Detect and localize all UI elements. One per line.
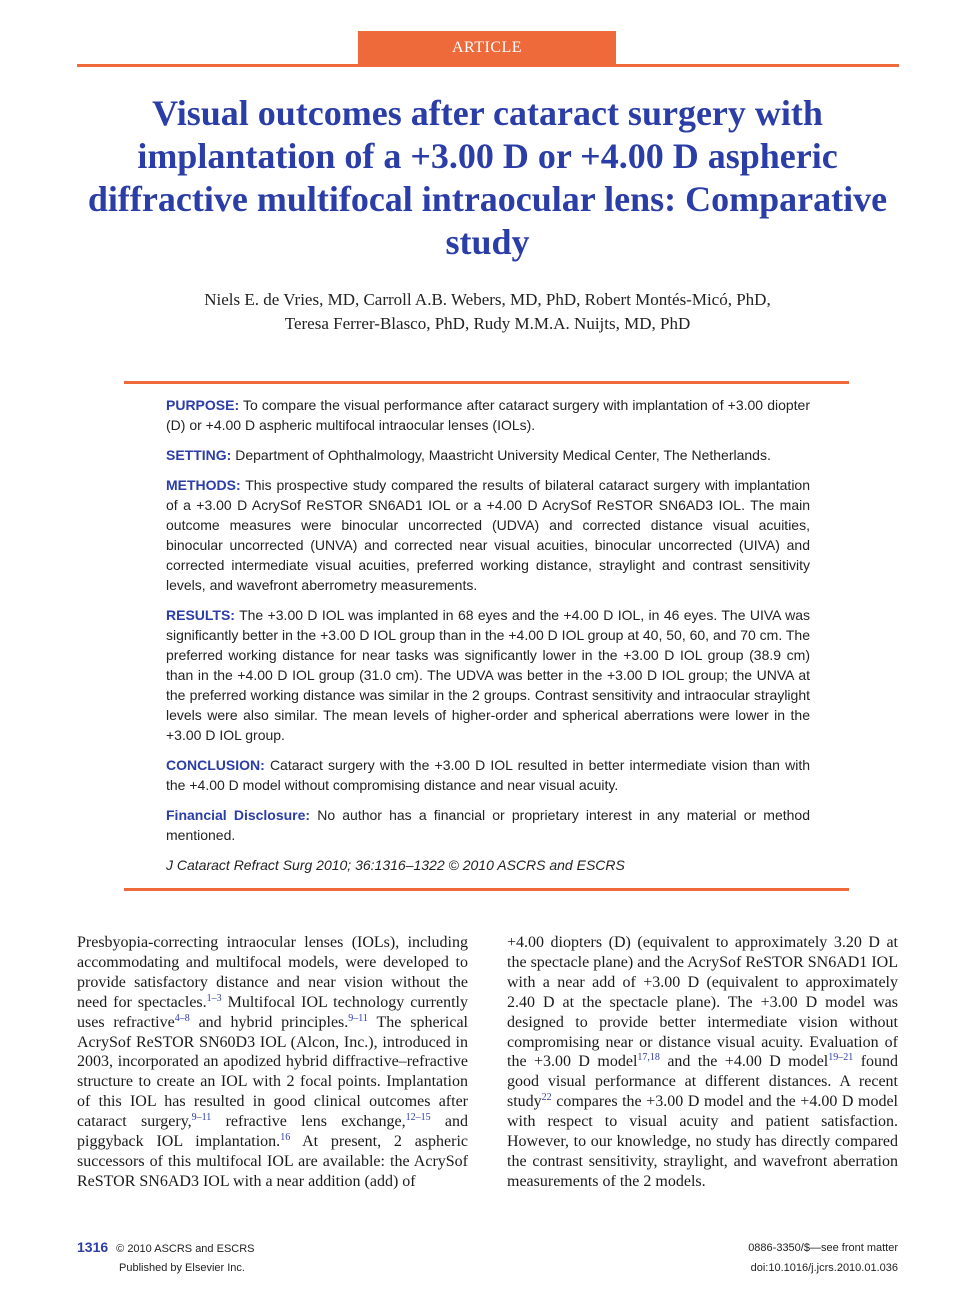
methods-label: METHODS: xyxy=(166,477,241,493)
reference-link[interactable]: 9–11 xyxy=(348,1012,368,1024)
body-text: Presbyopia-correcting intraocular lenses (IOLs), including accommodating and multifocal models, were developed to provide satisfactory distance and near vision without the need for spectacles. xyxy=(77,934,468,1011)
setting-label: SETTING: xyxy=(166,447,232,463)
body-column-right xyxy=(507,933,898,1192)
purpose-text: To compare the visual performance after cataract surgery with implantation of +3.00 diopter (D) or +4.00 D aspheric multifocal intraocular lenses (IOLs). xyxy=(166,397,810,433)
conclusion-label: CONCLUSION: xyxy=(166,757,265,773)
reference-link[interactable]: 1–3 xyxy=(206,992,222,1004)
setting-text: Department of Ophthalmology, Maastricht University Medical Center, The Netherlands. xyxy=(231,447,771,463)
author-list xyxy=(100,288,875,336)
body-text: refractive lens exchange, xyxy=(211,1113,406,1131)
disclosure-label: Financial Disclosure: xyxy=(166,807,311,823)
abstract xyxy=(166,395,810,885)
footer-left-top xyxy=(77,1239,255,1255)
reference-link[interactable]: 19–21 xyxy=(828,1052,854,1064)
header-divider xyxy=(77,64,899,67)
abstract-purpose xyxy=(166,395,810,435)
body-column-left xyxy=(77,933,468,1192)
body-paragraph-1 xyxy=(77,933,468,1192)
body-text: Multifocal IOL technology currently uses refractive xyxy=(77,993,468,1031)
reference-link[interactable]: 16 xyxy=(280,1132,291,1144)
reference-link[interactable]: 22 xyxy=(541,1092,552,1104)
authors-line-1: Niels E. de Vries, MD, Carroll A.B. Webers, MD, PhD, Robert Montés-Micó, PhD, xyxy=(204,290,771,309)
body-text: and piggyback IOL implantation. xyxy=(77,1113,468,1151)
body-text: found good visual performance at different distances. A recent study xyxy=(507,1053,899,1111)
reference-link[interactable]: 17,18 xyxy=(637,1052,660,1064)
footer-doi[interactable]: doi:10.1016/j.jcrs.2010.01.036 xyxy=(750,1262,898,1274)
reference-link[interactable]: 12–15 xyxy=(405,1112,431,1124)
abstract-methods xyxy=(166,475,810,595)
abstract-bottom-divider xyxy=(124,888,849,891)
authors-line-2: Teresa Ferrer-Blasco, PhD, Rudy M.M.A. Nuijts, MD, PhD xyxy=(284,314,691,333)
section-tag: ARTICLE xyxy=(358,31,616,65)
abstract-top-divider xyxy=(124,381,849,384)
body-text: The spherical AcrySof ReSTOR SN60D3 IOL (Alcon, Inc.), introduced in 2003, incorporated an apodized hybrid diffractive–refractive structure to create an IOL with 2 focal points. Implantation of this IOL has resulted in good clinical outcomes after cataract surgery, xyxy=(77,1013,468,1131)
purpose-label: PURPOSE: xyxy=(166,397,240,413)
footer-issn: 0886-3350/$—see front matter xyxy=(748,1242,898,1254)
footer-publisher: Published by Elsevier Inc. xyxy=(119,1262,245,1274)
abstract-conclusion xyxy=(166,755,810,795)
body-text: +4.00 diopters (D) (equivalent to approximately 3.20 D at the spectacle plane) and the AcrySof ReSTOR SN6AD1 IOL with a near add of +3.00 D (equivalent to approximately 2.40 D at the spectacle plane). The +3.00 D model was designed to provide better intermediate vision without compromising near or distance visual acuity. Evaluation of the +3.00 D model xyxy=(507,934,898,1071)
reference-link[interactable]: 9–11 xyxy=(191,1112,212,1124)
results-label: RESULTS: xyxy=(166,607,235,623)
article-title: Visual outcomes after cataract surgery with implantation of a +3.00 D or +4.00 D aspheric diffractive multifocal intraocular lens: Comparative study xyxy=(87,93,888,262)
abstract-disclosure xyxy=(166,805,810,845)
methods-text: This prospective study compared the results of bilateral cataract surgery with implantation of a +3.00 D AcrySof ReSTOR SN6AD1 IOL or a +4.00 D AcrySof ReSTOR SN6AD3 IOL. The main outcome measures were binocular uncorrected (UDVA) and corrected distance visual acuities, binocular uncorrected (UNVA) and corrected near visual acuities, binocular uncorrected (UIVA) and corrected intermediate visual acuities, preferred working distance, straylight and contrast sensitivity levels, and wavefront aberrometry measurements. xyxy=(166,477,810,593)
results-text: The +3.00 D IOL was implanted in 68 eyes and the +4.00 D IOL, in 46 eyes. The UIVA was significantly better in the +3.00 D IOL group than in the +4.00 D IOL group at 40, 50, 60, and 70 cm. The preferred working distance for near tasks was significantly lower in the +3.00 D IOL group (38.9 cm) than in the +4.00 D IOL group (31.0 cm). The UDVA was better in the +3.00 D IOL group; the UNVA at the preferred working distance was similar in the 2 groups. Contrast sensitivity and intraocular straylight levels were also similar. The mean levels of higher-order and spherical aberrations were lower in the +3.00 D IOL group. xyxy=(166,607,810,743)
body-paragraph-1-cont xyxy=(507,933,898,1192)
body-text: At present, 2 aspheric successors of this multifocal IOL are available: the AcrySof ReSTOR SN6AD3 IOL with a near addition (add) of xyxy=(77,1133,468,1190)
abstract-setting xyxy=(166,445,810,465)
body-text: and the +4.00 D model xyxy=(659,1053,829,1071)
reference-link[interactable]: 4–8 xyxy=(174,1012,190,1024)
body-text: and hybrid principles. xyxy=(189,1013,349,1031)
footer-copyright: © 2010 ASCRS and ESCRS xyxy=(116,1243,255,1255)
conclusion-text: Cataract surgery with the +3.00 D IOL resulted in better intermediate vision than with the +4.00 D model without compromising distance and near visual acuity. xyxy=(166,757,810,793)
body-text: compares the +3.00 D model and the +4.00 D model with respect to visual acuity and patient satisfaction. However, to our knowledge, no study has directly compared the contrast sensitivity, straylight, and wavefront aberration measurements of the 2 models. xyxy=(507,1093,898,1190)
abstract-results xyxy=(166,605,810,745)
page-number: 1316 xyxy=(77,1239,109,1255)
disclosure-text: No author has a financial or proprietary interest in any material or method mentioned. xyxy=(166,807,810,843)
journal-citation: J Cataract Refract Surg 2010; 36:1316–1322 © 2010 ASCRS and ESCRS xyxy=(166,857,625,873)
